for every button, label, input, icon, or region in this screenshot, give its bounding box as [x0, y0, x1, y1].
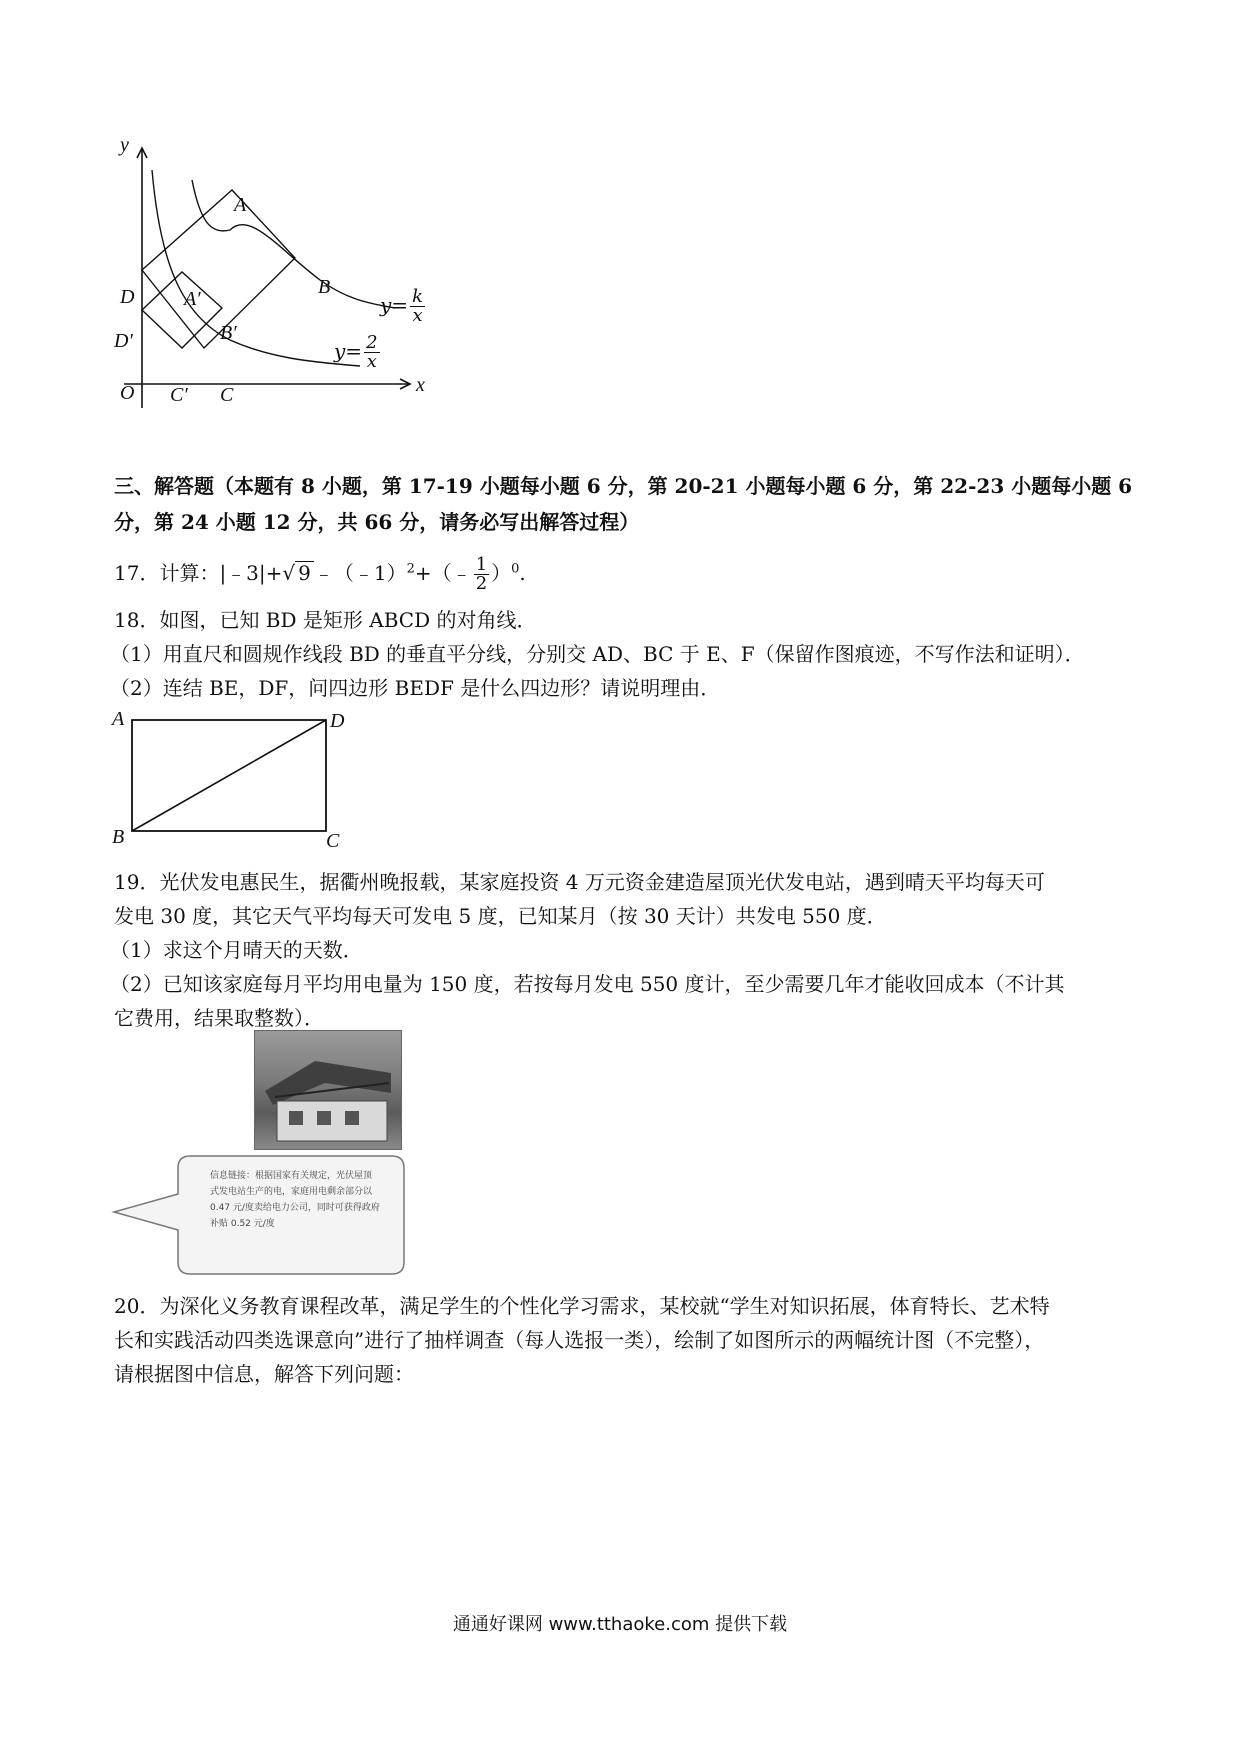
- rect-label-D: D: [330, 710, 345, 732]
- question-19-line2: 发电 30 度，其它天气平均每天可发电 5 度，已知某月（按 30 天计）共发电 550 度．: [114, 904, 887, 928]
- q17-plus-paren: +（﹣: [414, 561, 472, 585]
- point-label-B-prime: B′: [220, 322, 237, 344]
- question-19-part2-line1: （2）已知该家庭每月平均用电量为 150 度，若按每月发电 550 度计，至少需要几年才能收回成本（不计其: [110, 972, 1065, 996]
- question-18-part1: （1）用直尺和圆规作线段 BD 的垂直平分线，分别交 AD、BC 于 E、F（保留作图痕迹，不写作法和证明）．: [110, 642, 1085, 666]
- q17-exp1: 2: [406, 561, 415, 577]
- section3-header-line2: 分，第 24 小题 12 分，共 66 分，请务必写出解答过程）: [114, 510, 640, 534]
- point-label-B: B: [318, 276, 331, 298]
- rect-label-A: A: [112, 708, 125, 730]
- sqrt-sign: √: [282, 561, 296, 585]
- point-label-C: C: [220, 384, 234, 406]
- q17-middle: ﹣（﹣1）: [313, 561, 407, 585]
- q17-frac-num: 1: [475, 554, 488, 575]
- question-19-part2-line2: 它费用，结果取整数）．: [114, 1006, 324, 1030]
- question-19-part1: （1）求这个月晴天的天数．: [110, 938, 363, 962]
- curve-k-label: [380, 288, 427, 325]
- axis-label-y: y: [120, 134, 129, 156]
- q17-frac-den: 2: [475, 573, 488, 594]
- origin-label: O: [120, 382, 135, 404]
- curve-k-den: x: [412, 305, 423, 326]
- q17-exp2: 0: [511, 561, 520, 577]
- q17-close-paren: ）: [491, 561, 512, 585]
- point-label-D: D: [120, 286, 135, 308]
- curve-2-label: [334, 334, 382, 371]
- curve-y-2-over-x: [152, 170, 363, 366]
- info-bubble-text: 信息链接：根据国家有关规定，光伏屋顶式发电站生产的电，家庭用电剩余部分以 0.47 元/度卖给电力公司，同时可获得政府补贴 0.52 元/度: [210, 1171, 380, 1229]
- axis-label-x: x: [416, 374, 425, 396]
- question-20-line2: 长和实践活动四类选课意向”进行了抽样调查（每人选报一类），绘制了如图所示的两幅统计图（不完整），: [114, 1328, 1045, 1352]
- question-18-stem: 18．如图，已知 BD 是矩形 ABCD 的对角线．: [114, 608, 537, 632]
- curve-2-den: x: [366, 351, 377, 372]
- square-ABCD: [142, 190, 295, 348]
- point-label-A: A: [234, 194, 247, 216]
- point-label-D-prime: D′: [114, 330, 133, 352]
- section3-header-line1: 三、解答题（本题有 8 小题，第 17-19 小题每小题 6 分，第 20-21 小题每小题 6 分，第 22-23 小题每小题 6: [114, 474, 1133, 498]
- point-label-A-prime: A′: [184, 288, 201, 310]
- curve-k-num: k: [412, 286, 423, 307]
- diagonal-BD: [132, 720, 326, 831]
- q17-fraction: [474, 556, 489, 593]
- question-20-line3: 请根据图中信息，解答下列问题：: [114, 1362, 414, 1386]
- question-18-part2: （2）连结 BE，DF，问四边形 BEDF 是什么四边形？请说明理由．: [110, 676, 721, 700]
- question-20-line1: 20．为深化义务教育课程改革，满足学生的个性化学习需求，某校就“学生对知识拓展，体育特长、艺术特: [114, 1294, 1050, 1318]
- curve-2-fraction: [364, 334, 379, 371]
- curve-k-prefix: y=: [380, 293, 409, 317]
- rectangle-ABCD-figure: [130, 718, 330, 838]
- house-drawing: [255, 1031, 401, 1149]
- house-solar-photo: [254, 1030, 402, 1150]
- curve-k-fraction: [410, 288, 425, 325]
- q17-sqrt-content: 9: [295, 561, 314, 584]
- question-19-line1: 19．光伏发电惠民生，据衢州晚报载，某家庭投资 4 万元资金建造屋顶光伏发电站，遇到晴天平均每天可: [114, 870, 1045, 894]
- question-17: [114, 556, 526, 593]
- q17-prefix: 17．计算：|﹣3|+: [114, 561, 283, 585]
- q17-end: .: [519, 561, 526, 585]
- curve-2-prefix: y=: [334, 339, 363, 363]
- curve-2-num: 2: [366, 332, 378, 353]
- square-A-prime-B-prime-C-prime-D-prime: [142, 272, 222, 348]
- rect-label-B: B: [112, 826, 125, 848]
- rect-label-C: C: [326, 830, 340, 852]
- point-label-C-prime: C′: [170, 384, 188, 406]
- page-footer: 通通好课网 www.tthaoke.com 提供下载: [452, 1614, 788, 1635]
